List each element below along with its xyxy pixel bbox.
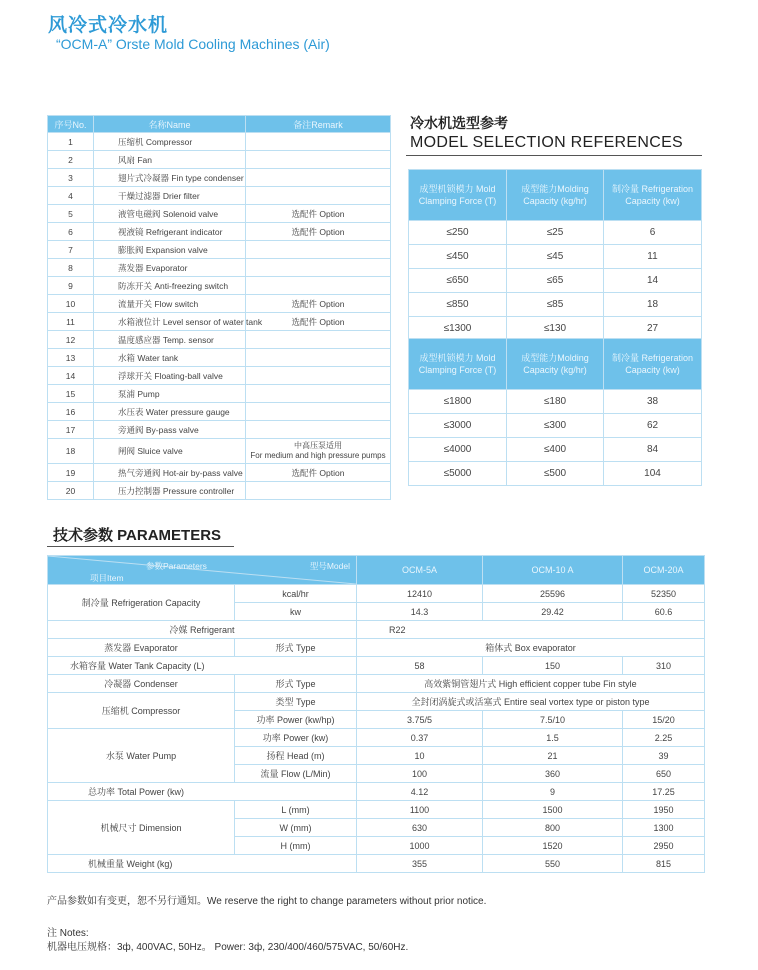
component-name [94,349,246,367]
component-no: 5 [48,205,94,223]
parameters-header-row [48,556,705,585]
table-row [48,783,705,801]
voltage-note: 机器电压规格：3ф, 400VAC, 50Hz。 Power: 3ф, 230/400/460/575VAC, 50/60Hz. [47,942,409,953]
value-cell: 15/20 [623,711,705,729]
component-name-text: 翅片式冷凝器 Fin type condenser [118,172,244,183]
table-row [48,657,705,675]
value-cell: 2.25 [623,729,705,747]
evaporator-type-label: 形式 Type [235,639,357,657]
table-row [48,621,705,639]
molding-capacity-cell: ≤25 [507,221,604,245]
component-name-text: 膨胀阀 Expansion valve [118,244,208,255]
clamping-force-cell: ≤450 [409,245,507,269]
component-name [94,313,263,331]
value-cell: 550 [483,855,623,873]
value-cell: 29.42 [483,603,623,621]
molding-capacity-cell: ≤500 [507,462,604,486]
compressor-type-label: 类型 Type [235,693,357,711]
clamping-force-cell: ≤5000 [409,462,507,486]
component-name [94,295,246,313]
value-cell: 0.37 [357,729,483,747]
component-remark [246,482,391,500]
component-no: 12 [48,331,94,349]
component-name [94,331,246,349]
value-cell: 17.25 [623,783,705,801]
parameters-table [47,555,705,873]
table-row [48,639,705,657]
component-name-text: 热气旁通阀 Hot-air by-pass valve [118,467,243,478]
molding-capacity-cell: ≤85 [507,293,604,317]
table-row [48,331,391,349]
header-parameters: 参数Parameters [146,561,207,571]
component-remark [246,349,391,367]
value-cell: 60.6 [623,603,705,621]
component-remark-en: For medium and high pressure pumps [250,451,386,460]
component-no: 10 [48,295,94,313]
table-row [409,462,702,486]
header-refrigeration-capacity: 制冷量 Refrigeration Capacity (kw) [604,339,702,390]
component-name-text: 防冻开关 Anti-freezing switch [118,280,229,291]
model-ocm-20a: OCM-20A [623,556,705,585]
value-cell: 1100 [357,801,483,819]
value-cell: 100 [357,765,483,783]
components-table [47,115,391,500]
component-no: 16 [48,403,94,421]
dimension-l-label: L (mm) [235,801,357,819]
component-remark [246,367,391,385]
molding-capacity-cell: ≤180 [507,390,604,414]
clamping-force-cell: ≤1300 [409,317,507,341]
component-name-text: 水压表 Water pressure gauge [118,406,230,417]
component-name-text: 泵浦 Pump [118,388,160,399]
component-no: 3 [48,169,94,187]
value-cell: 815 [623,855,705,873]
component-remark: 选配件 Option [246,223,391,241]
component-remark [246,187,391,205]
table-row [48,421,391,439]
table-row [48,151,391,169]
selection-header-row [409,339,702,390]
evaporator-value: 箱体式 Box evaporator [357,639,705,657]
component-name-text: 液管电磁阀 Solenoid valve [118,208,219,219]
value-cell: 1500 [483,801,623,819]
refrigeration-capacity-cell: 84 [604,438,702,462]
component-remark: 选配件 Option [246,464,391,482]
condenser-type-label: 形式 Type [235,675,357,693]
component-name-text: 视液镜 Refrigerant indicator [118,226,223,237]
value-cell: 12410 [357,585,483,603]
compressor-label: 压缩机 Compressor [48,693,235,729]
clamping-force-cell: ≤650 [409,269,507,293]
component-no: 4 [48,187,94,205]
component-no: 2 [48,151,94,169]
refrigeration-capacity-cell: 14 [604,269,702,293]
weight-label: 机械重量 Weight (kg) [48,855,357,873]
refrigeration-capacity-cell: 104 [604,462,702,486]
table-row [409,245,702,269]
table-row [48,693,705,711]
value-cell: 360 [483,765,623,783]
dimension-h-label: H (mm) [235,837,357,855]
refrigeration-capacity-cell: 18 [604,293,702,317]
component-name-text: 干燥过滤器 Drier filter [118,190,200,201]
refrigeration-capacity-cell: 11 [604,245,702,269]
value-cell: 1.5 [483,729,623,747]
value-cell: 800 [483,819,623,837]
component-name [94,464,246,482]
component-name-text: 水箱 Water tank [118,352,179,363]
component-name [94,223,246,241]
component-remark-cn: 中高压泵适用 [294,441,342,450]
value-cell: 3.75/5 [357,711,483,729]
selection-table-1-body [409,221,702,341]
value-cell: 1000 [357,837,483,855]
component-name [94,169,246,187]
selection-divider [406,155,702,156]
value-cell: 10 [357,747,483,765]
pump-flow-label: 流量 Flow (L/Min) [235,765,357,783]
value-cell: 39 [623,747,705,765]
header-refrigeration-capacity: 制冷量 Refrigeration Capacity (kw) [604,170,702,221]
table-row [48,313,391,331]
component-remark [246,169,391,187]
value-cell: 150 [483,657,623,675]
component-name [94,367,246,385]
header-item: 项目Item [90,573,124,583]
table-row [48,439,391,464]
components-header-row [48,116,391,133]
component-name-text: 蒸发器 Evaporator [118,262,188,273]
component-name [94,421,246,439]
component-name [94,482,246,500]
model-ocm-10a: OCM-10 A [483,556,623,585]
table-row [48,367,391,385]
notes-label: 注 Notes: [47,928,89,939]
header-model: 型号Model [309,561,350,571]
table-row [48,855,705,873]
table-row [48,277,391,295]
pump-head-label: 扬程 Head (m) [235,747,357,765]
table-row [48,585,705,603]
table-row [48,187,391,205]
table-row [409,438,702,462]
component-name-text: 温度感应器 Temp. sensor [118,334,214,345]
unit-kw: kw [235,603,357,621]
component-name-text: 水箱液位计 Level sensor of water tank [118,316,263,327]
refrigerant-value: R22 [357,621,705,639]
selection-title-en: MODEL SELECTION REFERENCES [410,134,684,151]
value-cell: 7.5/10 [483,711,623,729]
selection-table-2 [408,338,702,486]
table-row [48,241,391,259]
component-name-text: 风扇 Fan [118,154,153,165]
molding-capacity-cell: ≤45 [507,245,604,269]
table-row [48,205,391,223]
component-remark [246,259,391,277]
table-row [48,223,391,241]
header-clamping-force: 成型机锁模力 Mold Clamping Force (T) [409,339,507,390]
compressor-power-label: 功率 Power (kw/hp) [235,711,357,729]
table-row [48,385,391,403]
refrigeration-capacity-cell: 62 [604,414,702,438]
component-remark [246,241,391,259]
component-remark [246,151,391,169]
condenser-label: 冷凝器 Condenser [48,675,235,693]
component-remark [246,403,391,421]
component-remark [246,133,391,151]
table-row [48,729,705,747]
header-molding-capacity: 成型能力Molding Capacity (kg/hr) [507,170,604,221]
component-no: 15 [48,385,94,403]
selection-table-1 [408,169,702,341]
condenser-value: 高效紫铜管翅片式 High efficient copper tube Fin style [357,675,705,693]
component-remark: 选配件 Option [246,295,391,313]
value-cell: 58 [357,657,483,675]
component-name [94,277,246,295]
total-power-label: 总功率 Total Power (kw) [48,783,357,801]
model-ocm-5a: OCM-5A [357,556,483,585]
water-pump-label: 水泵 Water Pump [48,729,235,783]
component-no: 17 [48,421,94,439]
component-no: 7 [48,241,94,259]
refrigeration-capacity-cell: 27 [604,317,702,341]
component-name [94,439,246,464]
pump-power-label: 功率 Power (kw) [235,729,357,747]
table-row [48,482,391,500]
dimension-w-label: W (mm) [235,819,357,837]
clamping-force-cell: ≤250 [409,221,507,245]
table-row [409,414,702,438]
header-diagonal-cell [48,556,357,585]
component-name-text: 浮球开关 Floating-ball valve [118,370,223,381]
selection-table-2-body [409,390,702,486]
header-clamping-force: 成型机锁模力 Mold Clamping Force (T) [409,170,507,221]
component-name [94,151,246,169]
component-name-text: 闸阀 Sluice valve [118,446,183,456]
header-name: 名称Name [94,116,246,133]
value-cell: 52350 [623,585,705,603]
page-title-en: “OCM-A” Orste Mold Cooling Machines (Air) [56,36,330,52]
clamping-force-cell: ≤850 [409,293,507,317]
value-cell: 9 [483,783,623,801]
component-remark: 选配件 Option [246,313,391,331]
header-molding-capacity: 成型能力Molding Capacity (kg/hr) [507,339,604,390]
selection-title-cn: 冷水机选型参考 [410,115,508,131]
value-cell: 25596 [483,585,623,603]
component-remark [246,277,391,295]
molding-capacity-cell: ≤400 [507,438,604,462]
component-remark [246,385,391,403]
molding-capacity-cell: ≤65 [507,269,604,293]
dimension-label: 机械尺寸 Dimension [48,801,235,855]
page-title-cn: 风冷式冷水机 [48,15,169,36]
value-cell: 1950 [623,801,705,819]
reserve-notice: 产品参数如有变更，恕不另行通知。We reserve the right to change parameters without prior notice. [47,896,487,907]
table-row [48,801,705,819]
table-row [409,390,702,414]
table-row [48,259,391,277]
value-cell: 1300 [623,819,705,837]
evaporator-label: 蒸发器 Evaporator [48,639,235,657]
component-remark [246,439,391,464]
clamping-force-cell: ≤1800 [409,390,507,414]
component-no: 20 [48,482,94,500]
parameters-title: 技术参数 PARAMETERS [53,527,222,544]
header-no: 序号No. [48,116,94,133]
table-row [48,403,391,421]
component-name [94,241,246,259]
components-body [48,133,391,500]
value-cell: 1520 [483,837,623,855]
unit-kcal: kcal/hr [235,585,357,603]
component-no: 1 [48,133,94,151]
component-no: 19 [48,464,94,482]
table-row [48,464,391,482]
parameters-divider [47,546,234,547]
component-no: 13 [48,349,94,367]
component-name-text: 流量开关 Flow switch [118,298,199,309]
component-remark [246,331,391,349]
value-cell: 355 [357,855,483,873]
component-name [94,133,246,151]
refrigeration-capacity-cell: 38 [604,390,702,414]
component-name-text: 旁通阀 By-pass valve [118,424,199,435]
clamping-force-cell: ≤3000 [409,414,507,438]
table-row [48,349,391,367]
table-row [409,269,702,293]
value-cell: 4.12 [357,783,483,801]
refrigerant-label: 冷媒 Refrigerant [48,621,357,639]
header-remark: 备注Remark [246,116,391,133]
value-cell: 650 [623,765,705,783]
component-name-text: 压力控制器 Pressure controller [118,485,235,496]
value-cell: 630 [357,819,483,837]
clamping-force-cell: ≤4000 [409,438,507,462]
component-no: 8 [48,259,94,277]
value-cell: 21 [483,747,623,765]
component-no: 18 [48,439,94,464]
table-row [48,133,391,151]
component-remark: 选配件 Option [246,205,391,223]
table-row [409,293,702,317]
table-row [48,169,391,187]
component-name-text: 压缩机 Compressor [118,136,193,147]
component-name [94,403,246,421]
component-no: 11 [48,313,94,331]
selection-header-row [409,170,702,221]
component-name [94,187,246,205]
value-cell: 310 [623,657,705,675]
tank-capacity-label: 水箱容量 Water Tank Capacity (L) [48,657,357,675]
table-row [409,221,702,245]
value-cell: 14.3 [357,603,483,621]
table-row [48,675,705,693]
compressor-type-value: 全封闭涡旋式或活塞式 Entire seal vortex type or piston type [357,693,705,711]
molding-capacity-cell: ≤300 [507,414,604,438]
molding-capacity-cell: ≤130 [507,317,604,341]
refrigeration-capacity-cell: 6 [604,221,702,245]
table-row [409,317,702,341]
refrigeration-capacity-label: 制冷量 Refrigeration Capacity [48,585,235,621]
component-no: 6 [48,223,94,241]
component-remark [246,421,391,439]
value-cell: 2950 [623,837,705,855]
component-no: 9 [48,277,94,295]
table-row [48,295,391,313]
component-name [94,205,246,223]
component-name [94,385,246,403]
component-name [94,259,246,277]
component-no: 14 [48,367,94,385]
